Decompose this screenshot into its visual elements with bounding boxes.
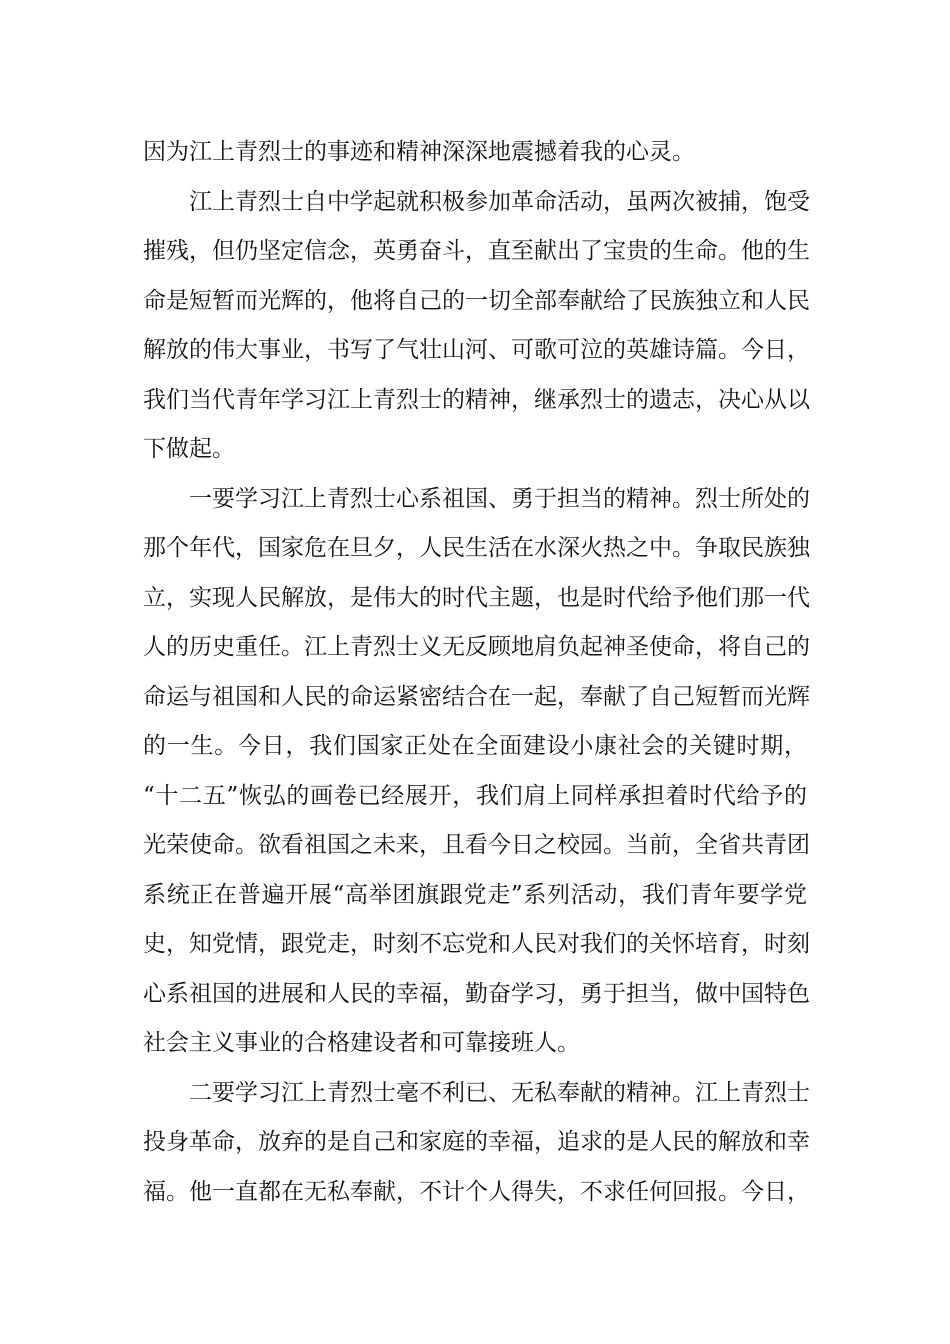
text-line: 社会主义事业的合格建设者和可靠接班人。: [143, 1030, 580, 1056]
text-line: 系统正在普遍开展“高举团旗跟党走”系列活动，我们青年要学党: [143, 881, 807, 908]
text-line: 摧残，但仍坚定信念，英勇奋斗，直至献出了宝贵的生命。他的生: [143, 238, 810, 264]
body-text: [143, 128, 810, 1217]
text-line: 下做起。: [143, 436, 235, 462]
text-line: 因为江上青烈士的事迹和精神深深地震撼着我的心灵。: [143, 139, 695, 165]
text-line: 史，知党情，跟党走，时刻不忘党和人民对我们的关怀培育，时刻: [143, 931, 810, 957]
text-line: 解放的伟大事业，书写了气壮山河、可歌可泣的英雄诗篇。今日，: [143, 337, 810, 363]
text-line: 福。他一直都在无私奉献，不计个人得失，不求任何回报。今日，: [143, 1178, 810, 1205]
paragraph-first-line: 江上青烈士自中学起就积极参加革命活动，虽两次被捕，饱受: [189, 188, 810, 215]
text-line: 我们当代青年学习江上青烈士的精神，继承烈士的遗志，决心从以: [143, 386, 810, 413]
text-line: 的一生。今日，我们国家正处在全面建设小康社会的关键时期，: [143, 733, 807, 759]
text-line: “十二五”恢弘的画卷已经展开，我们肩上同样承担着时代给予的: [143, 782, 807, 809]
paragraph-first-line: 一要学习江上青烈士心系祖国、勇于担当的精神。烈士所处的: [189, 485, 810, 512]
paragraph-first-line: 二要学习江上青烈士毫不利已、无私奉献的精神。江上青烈士: [189, 1079, 810, 1106]
text-line: 人的历史重任。江上青烈士义无反顾地肩负起神圣使命，将自己的: [143, 634, 810, 660]
text-line: 心系祖国的进展和人民的幸福，勤奋学习，勇于担当，做中国特色: [143, 980, 810, 1007]
text-line: 光荣使命。欲看祖国之未来，且看今日之校园。当前，全省共青团: [143, 832, 810, 858]
text-line: 投身革命，放弃的是自己和家庭的幸福，追求的是人民的解放和幸: [143, 1129, 810, 1155]
text-line: 立，实现人民解放，是伟大的时代主题，也是时代给予他们那一代: [143, 584, 810, 611]
text-line: 命是短暂而光辉的，他将自己的一切全部奉献给了民族独立和人民: [143, 287, 810, 314]
text-line: 那个年代，国家危在旦夕，人民生活在水深火热之中。争取民族独: [143, 535, 810, 561]
text-line: 命运与祖国和人民的命运紧密结合在一起，奉献了自己短暂而光辉: [143, 683, 810, 710]
